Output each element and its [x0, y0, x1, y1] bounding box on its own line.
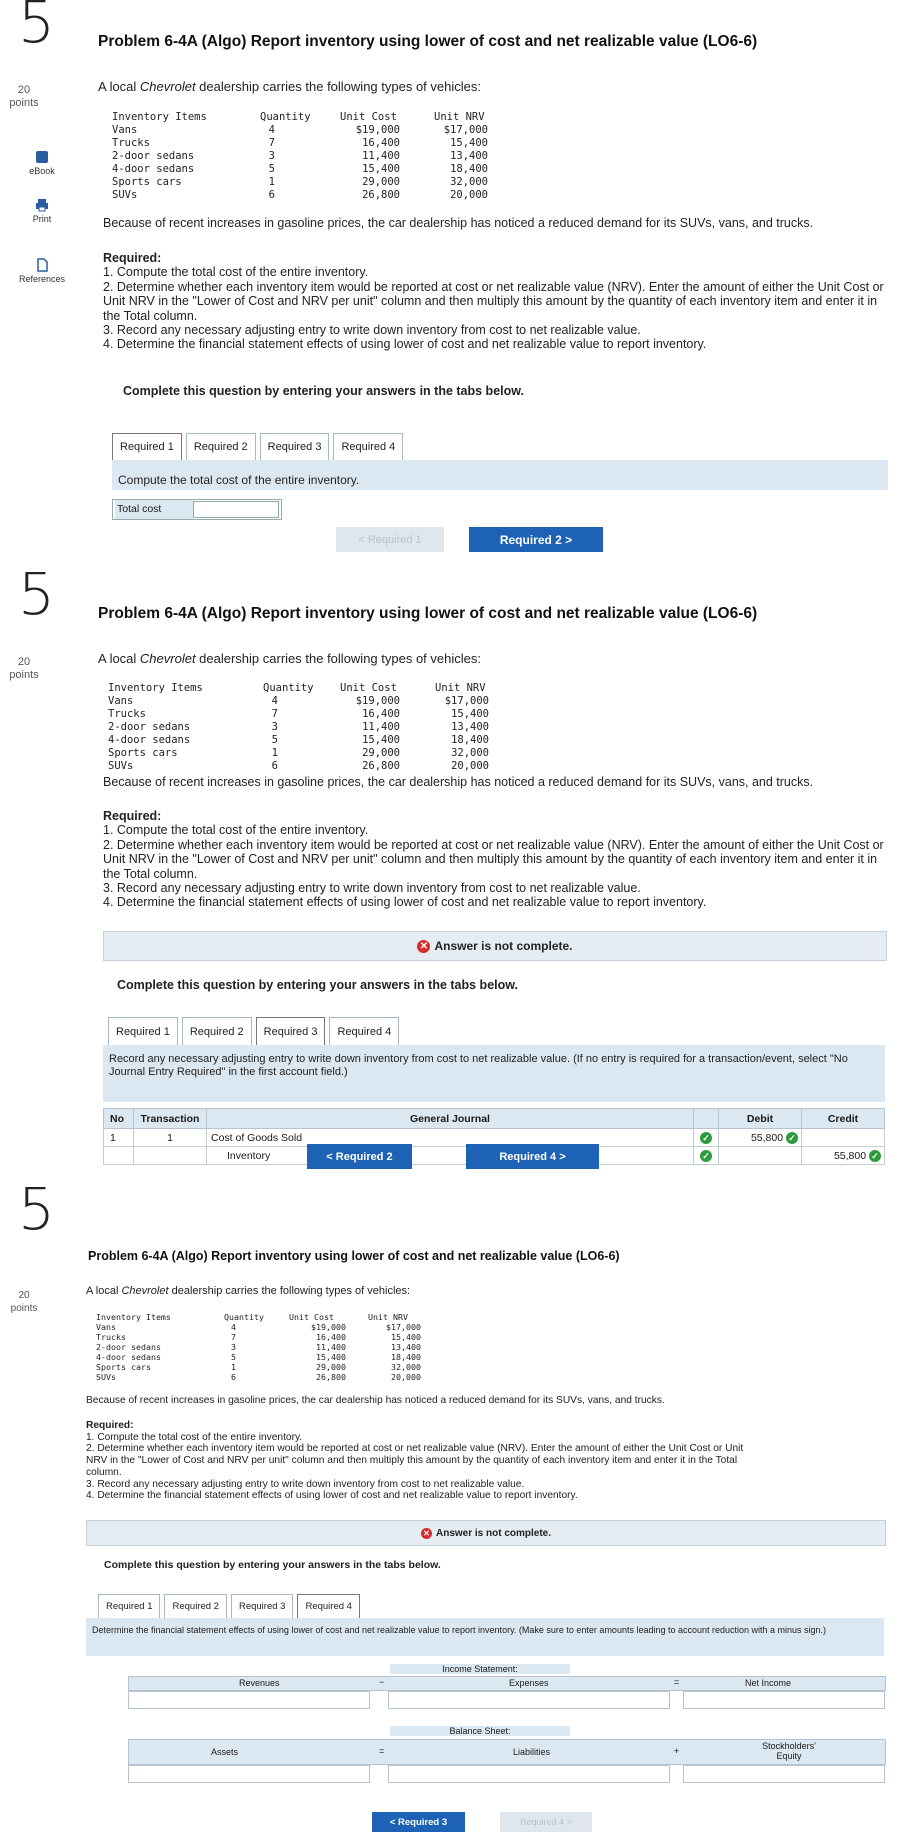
inventory-qty: 1 — [271, 747, 278, 759]
journal-row-transaction — [134, 1147, 207, 1165]
net-income-label: Net Income — [745, 1678, 792, 1688]
inventory-item: 2-door sedans — [96, 1342, 161, 1352]
tab-required-3[interactable]: Required 3 — [231, 1594, 293, 1618]
inventory-cost: 16,400 — [362, 137, 400, 149]
inventory-header-cost: Unit Cost — [340, 111, 397, 123]
inventory-nrv: 20,000 — [450, 189, 488, 201]
equals-sign: = — [674, 1677, 680, 1687]
check-icon: ✓ — [694, 1147, 719, 1165]
inventory-item: Sports cars — [96, 1362, 151, 1372]
revenues-input[interactable] — [128, 1691, 370, 1709]
next-required-button[interactable]: Required 2 > — [469, 527, 603, 552]
check-icon: ✓ — [869, 1150, 881, 1162]
tab-required-2[interactable]: Required 2 — [186, 433, 256, 460]
question-number: 5 — [18, 560, 55, 628]
inventory-qty: 6 — [271, 760, 278, 772]
inventory-cost: 11,400 — [362, 721, 400, 733]
prev-required-button[interactable]: < Required 1 — [336, 527, 444, 552]
inventory-cost: 26,800 — [316, 1372, 346, 1382]
inventory-qty: 3 — [268, 150, 275, 162]
inventory-table — [108, 682, 508, 777]
book-icon — [35, 150, 49, 164]
tab-bar — [108, 1017, 403, 1045]
printer-icon — [35, 198, 49, 212]
problem-title: Problem 6-4A (Algo) Report inventory using lower of cost and net realizable value (LO6-6) — [98, 605, 758, 622]
print-link[interactable]: Print — [16, 198, 68, 224]
plus-sign: + — [674, 1746, 680, 1756]
inventory-qty: 5 — [231, 1352, 236, 1362]
inventory-qty: 3 — [271, 721, 278, 733]
question-number: 5 — [18, 0, 55, 56]
balance-sheet-label: Balance Sheet: — [390, 1726, 570, 1736]
inventory-nrv: 18,400 — [450, 163, 488, 175]
liabilities-input[interactable] — [388, 1765, 670, 1783]
tab-instruction: Determine the financial statement effects of using lower of cost and net realizable value to report inventory. (Make sure to enter amounts leading to account reduction with a minus sign.) — [86, 1618, 884, 1656]
tab-required-4[interactable]: Required 4 — [297, 1594, 359, 1618]
inventory-cost: 26,800 — [362, 760, 400, 772]
inventory-header-qty: Quantity — [263, 682, 314, 694]
check-icon: ✓ — [786, 1132, 798, 1144]
problem-context: Because of recent increases in gasoline prices, the car dealership has noticed a reduced demand for its SUVs, vans, and trucks. — [103, 775, 814, 789]
problem-intro: A local Chevrolet dealership carries the following types of vehicles: — [98, 651, 481, 666]
complete-prompt: Complete this question by entering your answers in the tabs below. — [104, 1559, 441, 1571]
journal-header-transaction: Transaction — [134, 1109, 207, 1129]
balance-header-row — [128, 1739, 886, 1765]
inventory-item: Sports cars — [112, 176, 182, 188]
inventory-qty: 7 — [231, 1332, 236, 1342]
inventory-cost: 11,400 — [316, 1342, 346, 1352]
inventory-header-cost: Unit Cost — [340, 682, 397, 694]
error-x-icon: ✕ — [421, 1528, 432, 1539]
tab-required-3[interactable]: Required 3 — [256, 1017, 326, 1045]
equals-sign: = — [379, 1746, 385, 1756]
journal-header-credit: Credit — [802, 1109, 885, 1129]
tab-required-4[interactable]: Required 4 — [333, 433, 403, 460]
inventory-qty: 6 — [268, 189, 275, 201]
journal-account-select[interactable]: Inventory — [207, 1147, 694, 1165]
problem-title: Problem 6-4A (Algo) Report inventory using lower of cost and net realizable value (LO6-6) — [98, 33, 758, 50]
journal-row-no — [104, 1147, 134, 1165]
inventory-header-qty: Quantity — [224, 1312, 264, 1322]
points-value: 20 points — [10, 1290, 38, 1314]
tab-required-2[interactable]: Required 2 — [164, 1594, 226, 1618]
inventory-cost: 16,400 — [316, 1332, 346, 1342]
inventory-cost: $19,000 — [355, 124, 400, 136]
tab-instruction: Record any necessary adjusting entry to write down inventory from cost to net realizable value. (If no entry is required for a transaction/event, select "No Journal Entry Required" in the first account field.) — [103, 1045, 885, 1102]
points-value: 20 points — [9, 656, 39, 681]
effects-table — [128, 1664, 884, 1789]
inventory-item: 4-door sedans — [108, 734, 191, 746]
inventory-nrv: 32,000 — [450, 176, 488, 188]
inventory-header-qty: Quantity — [260, 111, 311, 123]
inventory-nrv: 32,000 — [391, 1362, 421, 1372]
inventory-qty: 3 — [231, 1342, 236, 1352]
inventory-table — [112, 111, 512, 206]
inventory-header-item: Inventory Items — [108, 682, 203, 694]
inventory-qty: 1 — [231, 1362, 236, 1372]
inventory-qty: 7 — [268, 137, 275, 149]
inventory-nrv: 13,400 — [450, 150, 488, 162]
journal-credit-input[interactable] — [802, 1129, 885, 1147]
journal-header-status — [694, 1109, 719, 1129]
total-cost-label: Total cost — [115, 500, 193, 519]
problem-intro: A local Chevrolet dealership carries the following types of vehicles: — [86, 1285, 411, 1297]
required-list: Required: 1. Compute the total cost of the entire inventory. 2. Determine whether each inventory item would be reported at cost or net realizable value (NRV). Enter the amount of either the Unit Cost or Unit NRV in the "Lower of Cost and NRV per unit" column and then multiply this amount by the quantity of each inventory item and enter it in the Total column. 3. Record any necessary adjusting entry to write down inventory from cost to net realizable value. 4. Determine the financial statement effects of using lower of cost and net realizable value to report inventory. — [103, 809, 884, 910]
prev-required-button[interactable]: < Required 2 — [307, 1144, 412, 1169]
inventory-qty: 6 — [231, 1372, 236, 1382]
inventory-header-nrv: Unit NRV — [434, 111, 485, 123]
journal-row-no: 1 — [104, 1129, 134, 1147]
liabilities-label: Liabilities — [513, 1747, 551, 1757]
error-x-icon: ✕ — [417, 940, 430, 953]
inventory-nrv: 13,400 — [451, 721, 489, 733]
inventory-header-nrv: Unit NRV — [435, 682, 486, 694]
tab-required-1[interactable]: Required 1 — [108, 1017, 178, 1045]
journal-debit-input[interactable] — [719, 1147, 802, 1165]
inventory-qty: 4 — [231, 1322, 236, 1332]
inventory-item: Sports cars — [108, 747, 178, 759]
inventory-nrv: 32,000 — [451, 747, 489, 759]
next-required-button[interactable]: Required 4 > — [466, 1144, 599, 1169]
inventory-header-cost: Unit Cost — [289, 1312, 334, 1322]
tab-bar — [112, 433, 407, 460]
inventory-header-item: Inventory Items — [96, 1312, 171, 1322]
inventory-cost: $19,000 — [355, 695, 400, 707]
inventory-item: Trucks — [108, 708, 146, 720]
problem-title: Problem 6-4A (Algo) Report inventory using lower of cost and net realizable value (LO6-6) — [88, 1249, 620, 1263]
inventory-item: 2-door sedans — [108, 721, 191, 733]
journal-credit-input[interactable]: 55,800 ✓ — [802, 1147, 885, 1165]
inventory-cost: 16,400 — [362, 708, 400, 720]
tab-required-3[interactable]: Required 3 — [260, 433, 330, 460]
next-required-button[interactable]: Required 4 > — [500, 1812, 592, 1832]
question-panel-3 — [0, 1175, 897, 1838]
inventory-cost: 11,400 — [362, 150, 400, 162]
inventory-cost: 29,000 — [362, 176, 400, 188]
journal-debit-input[interactable]: 55,800 ✓ — [719, 1129, 802, 1147]
inventory-item: Vans — [96, 1322, 116, 1332]
journal-account-select[interactable]: Cost of Goods Sold — [207, 1129, 694, 1147]
journal-header-debit: Debit — [719, 1109, 802, 1129]
income-header-row — [128, 1676, 886, 1691]
tab-required-2[interactable]: Required 2 — [182, 1017, 252, 1045]
inventory-nrv: 13,400 — [391, 1342, 421, 1352]
inventory-cost: 29,000 — [316, 1362, 346, 1372]
problem-intro: A local Chevrolet dealership carries the following types of vehicles: — [98, 79, 481, 94]
inventory-nrv: $17,000 — [444, 695, 489, 707]
tab-required-4[interactable]: Required 4 — [329, 1017, 399, 1045]
problem-context: Because of recent increases in gasoline prices, the car dealership has noticed a reduced demand for its SUVs, vans, and trucks. — [86, 1395, 665, 1406]
total-cost-row — [112, 499, 282, 520]
total-cost-input[interactable] — [193, 501, 279, 518]
inventory-item: 4-door sedans — [96, 1352, 161, 1362]
inventory-header-nrv: Unit NRV — [368, 1312, 408, 1322]
stockholders-equity-label: Stockholders' Equity — [762, 1741, 816, 1761]
tab-bar — [98, 1594, 364, 1618]
complete-prompt: Complete this question by entering your answers in the tabs below. — [123, 384, 524, 398]
journal-row-transaction: 1 — [134, 1129, 207, 1147]
tab-required-1[interactable]: Required 1 — [112, 433, 182, 460]
references-link[interactable]: References — [16, 258, 68, 284]
inventory-item: SUVs — [108, 760, 134, 772]
expenses-label: Expenses — [509, 1678, 549, 1688]
inventory-nrv: 18,400 — [451, 734, 489, 746]
inventory-qty: 5 — [268, 163, 275, 175]
required-list: Required: 1. Compute the total cost of the entire inventory. 2. Determine whether each inventory item would be reported at cost or net realizable value (NRV). Enter the amount of either the Unit Cost or Unit NRV in the "Lower of Cost and NRV per unit" column and then multiply this amount by the quantity of each inventory item and enter it in the Total column. 3. Record any necessary adjusting entry to write down inventory from cost to net realizable value. 4. Determine the financial statement effects of using lower of cost and net realizable value to report inventory. — [103, 251, 884, 352]
inventory-cost: 15,400 — [362, 163, 400, 175]
inventory-header-item: Inventory Items — [112, 111, 207, 123]
inventory-item: SUVs — [112, 189, 138, 201]
inventory-nrv: 15,400 — [450, 137, 488, 149]
inventory-cost: 26,800 — [362, 189, 400, 201]
minus-sign: − — [379, 1677, 385, 1687]
answer-status-banner: ✕ Answer is not complete. — [103, 931, 887, 961]
assets-input[interactable] — [128, 1765, 370, 1783]
question-number: 5 — [18, 1175, 55, 1243]
journal-header-no: No — [104, 1109, 134, 1129]
inventory-nrv: $17,000 — [386, 1322, 421, 1332]
inventory-nrv: $17,000 — [443, 124, 488, 136]
inventory-item: Vans — [108, 695, 134, 707]
inventory-item: 2-door sedans — [112, 150, 195, 162]
revenues-label: Revenues — [239, 1678, 280, 1688]
inventory-nrv: 15,400 — [451, 708, 489, 720]
inventory-cost: 15,400 — [362, 734, 400, 746]
complete-prompt: Complete this question by entering your answers in the tabs below. — [117, 978, 518, 992]
inventory-qty: 4 — [268, 124, 275, 136]
question-panel-1 — [0, 0, 897, 555]
inventory-qty: 4 — [271, 695, 278, 707]
inventory-qty: 1 — [268, 176, 275, 188]
inventory-cost: $19,000 — [311, 1322, 346, 1332]
required-list: Required: 1. Compute the total cost of the entire inventory. 2. Determine whether each inventory item would be reported at cost or net realizable value (NRV). Enter the amount of either the Unit Cost or Unit NRV in the "Lower of Cost and NRV per unit" column and then multiply this amount by the quantity of each inventory item and enter it in the Total column. 3. Record any necessary adjusting entry to write down inventory from cost to net realizable value. 4. Determine the financial statement effects of using lower of cost and net realizable value to report inventory. — [86, 1420, 744, 1502]
prev-required-button[interactable]: < Required 3 — [372, 1812, 465, 1832]
inventory-nrv: 20,000 — [391, 1372, 421, 1382]
inventory-qty: 7 — [271, 708, 278, 720]
inventory-table — [96, 1312, 436, 1392]
check-icon: ✓ — [694, 1129, 719, 1147]
income-statement-label: Income Statement: — [390, 1664, 570, 1674]
inventory-qty: 5 — [271, 734, 278, 746]
problem-context: Because of recent increases in gasoline prices, the car dealership has noticed a reduced demand for its SUVs, vans, and trucks. — [103, 216, 814, 230]
ebook-link[interactable]: eBook — [16, 150, 68, 176]
question-panel-2 — [0, 555, 897, 1175]
document-icon — [35, 258, 49, 272]
inventory-item: SUVs — [96, 1372, 116, 1382]
expenses-input[interactable] — [388, 1691, 670, 1709]
stockholders-equity-input[interactable] — [683, 1765, 885, 1783]
answer-status-banner: ✕ Answer is not complete. — [86, 1520, 886, 1546]
tab-required-1[interactable]: Required 1 — [98, 1594, 160, 1618]
journal-header-general-journal: General Journal — [207, 1109, 694, 1129]
assets-label: Assets — [211, 1747, 239, 1757]
inventory-item: Trucks — [96, 1332, 126, 1342]
inventory-cost: 29,000 — [362, 747, 400, 759]
inventory-nrv: 18,400 — [391, 1352, 421, 1362]
inventory-cost: 15,400 — [316, 1352, 346, 1362]
inventory-item: Vans — [112, 124, 138, 136]
tab-instruction: Compute the total cost of the entire inventory. — [112, 460, 888, 490]
inventory-item: 4-door sedans — [112, 163, 195, 175]
points-value: 20 points — [9, 84, 39, 109]
inventory-item: Trucks — [112, 137, 150, 149]
inventory-nrv: 20,000 — [451, 760, 489, 772]
inventory-nrv: 15,400 — [391, 1332, 421, 1342]
net-income-input[interactable] — [683, 1691, 885, 1709]
